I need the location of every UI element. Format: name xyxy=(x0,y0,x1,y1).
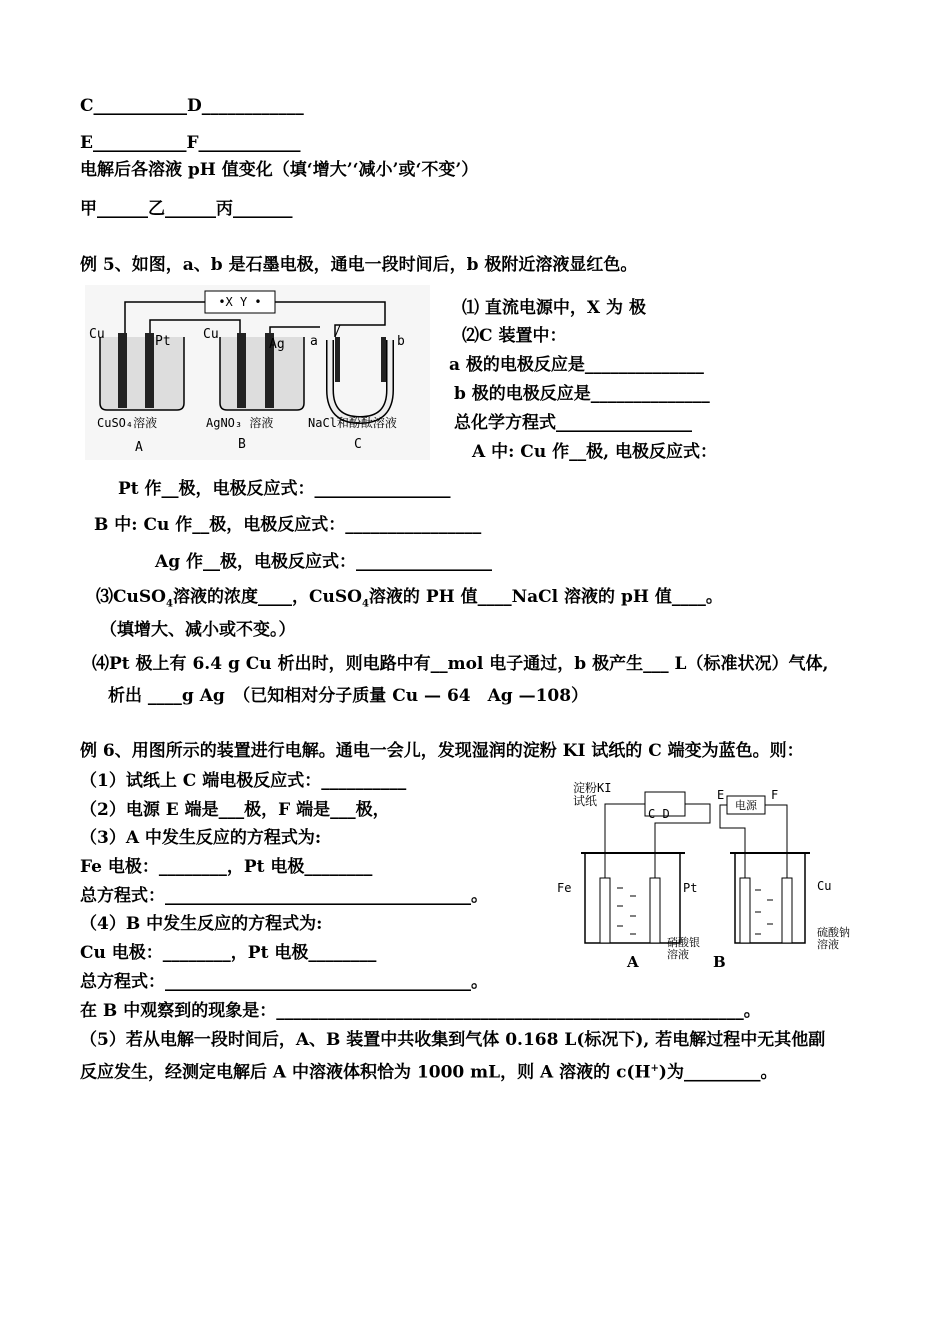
ag-label: Ag xyxy=(269,337,285,352)
sol3-label: NaCl和酚酞溶液 xyxy=(308,416,397,430)
ex5-q2b: b 极的电极反应是______________ xyxy=(454,384,710,404)
ex6-title: 例 6、用图所示的装置进行电解。通电一会儿，发现湿润的淀粉 KI 试纸的 C 端变为蓝色。则： xyxy=(80,741,804,761)
ex5-q3: ⑶CuSO$_4$溶液的浓度____，CuSO$_4$溶液的 PH 值____NaCl 溶液的 pH 值____。 xyxy=(96,587,723,610)
xy-label: •X Y • xyxy=(218,295,262,309)
ex5-pt: Pt 作__极，电极反应式：________________ xyxy=(118,479,451,499)
ex6-fe: Fe 电极：________，Pt 电极________ xyxy=(80,857,373,877)
paper-label: 淀粉KI xyxy=(573,781,612,795)
pt-label: Pt xyxy=(155,334,171,349)
sol1-label: CuSO₄溶液 xyxy=(97,416,158,430)
ex6-q1: （1）试纸上 C 端电极反应式：__________ xyxy=(80,771,407,791)
line-cd: C___________D____________ xyxy=(80,96,304,116)
ex5-q2c: 总化学方程式________________ xyxy=(454,413,692,433)
ex5-figure xyxy=(85,285,430,460)
ex5-q2a: a 极的电极反应是______________ xyxy=(449,355,704,375)
f-label: F xyxy=(771,788,779,802)
ph-blanks: 甲______乙______丙_______ xyxy=(80,199,293,219)
power-label: 电源 xyxy=(735,799,757,812)
cd-label: C D xyxy=(648,807,670,821)
ex6-obs: 在 B 中观察到的现象是：_______________________________________________________。 xyxy=(80,1001,761,1021)
ex6-figure xyxy=(555,778,870,973)
ex5-q3b: （填增大、减小或不变。） xyxy=(100,620,296,640)
ex5-bcu: B 中: Cu 作__极，电极反应式：________________ xyxy=(94,515,482,535)
fig-C: C xyxy=(354,437,362,452)
ex5-q2: ⑵C 装置中： xyxy=(462,326,567,346)
ex6-q4: （4）B 中发生反应的方程式为: xyxy=(80,914,323,934)
ex6-q5: （5）若从电解一段时间后，A、B 装置中共收集到气体 0.168 L(标况下), 若电解过程中无其他副 xyxy=(80,1030,826,1050)
ex5-q4b: 析出 ____g Ag （已知相对分子质量 Cu — 64 Ag —108） xyxy=(108,686,589,706)
solB-label: 硫酸钠 xyxy=(817,926,850,939)
ex5-q4: ⑷Pt 极上有 6.4 g Cu 析出时，则电路中有__mol 电子通过，b 极产生___ L（标准状况）气体, xyxy=(92,654,829,674)
ex6-tot1: 总方程式：____________________________________。 xyxy=(80,886,488,906)
ex6-tot2: 总方程式：____________________________________。 xyxy=(80,972,488,992)
ex5-q2d: A 中: Cu 作__极, 电极反应式： xyxy=(472,442,717,462)
ph-question: 电解后各溶液 pH 值变化（填‘增大’‘减小’或‘不变’） xyxy=(80,160,479,180)
a-label: a xyxy=(310,334,318,349)
solB-label-2: 溶液 xyxy=(817,938,839,951)
pt-label-6: Pt xyxy=(683,881,698,895)
ex6-q3: （3）A 中发生反应的方程式为: xyxy=(80,828,322,848)
ex5-title: 例 5、如图，a、b 是石墨电极，通电一段时间后，b 极附近溶液显红色。 xyxy=(80,255,638,275)
paper-label-2: 试纸 xyxy=(573,794,598,808)
fe-label: Fe xyxy=(557,881,572,895)
ex5-q1: ⑴ 直流电源中，X 为 极 xyxy=(462,298,646,318)
cu1-label: Cu xyxy=(89,327,105,342)
ex6-cu: Cu 电极：________，Pt 电极________ xyxy=(80,943,377,963)
fig6-A: A xyxy=(627,953,639,971)
e-label: E xyxy=(717,788,725,802)
ex5-ag: Ag 作__极，电极反应式：________________ xyxy=(155,552,492,572)
b-label: b xyxy=(397,334,405,349)
solA-label: 硝酸银 xyxy=(667,936,700,949)
fig-A: A xyxy=(135,440,143,455)
ex6-q5b: 反应发生，经测定电解后 A 中溶液体积恰为 1000 mL，则 A 溶液的 c(H+)为_________。 xyxy=(80,1062,778,1083)
solA-label-2: 溶液 xyxy=(667,948,689,961)
cu2-label: Cu xyxy=(203,327,219,342)
sol2-label: AgNO₃ 溶液 xyxy=(206,416,274,430)
fig-B: B xyxy=(238,437,246,452)
ex6-q2: （2）电源 E 端是___极，F 端是___极， xyxy=(80,800,390,820)
line-ef: E___________F____________ xyxy=(80,133,301,153)
fig6-B: B xyxy=(713,953,726,971)
cu-label-6: Cu xyxy=(817,879,832,893)
